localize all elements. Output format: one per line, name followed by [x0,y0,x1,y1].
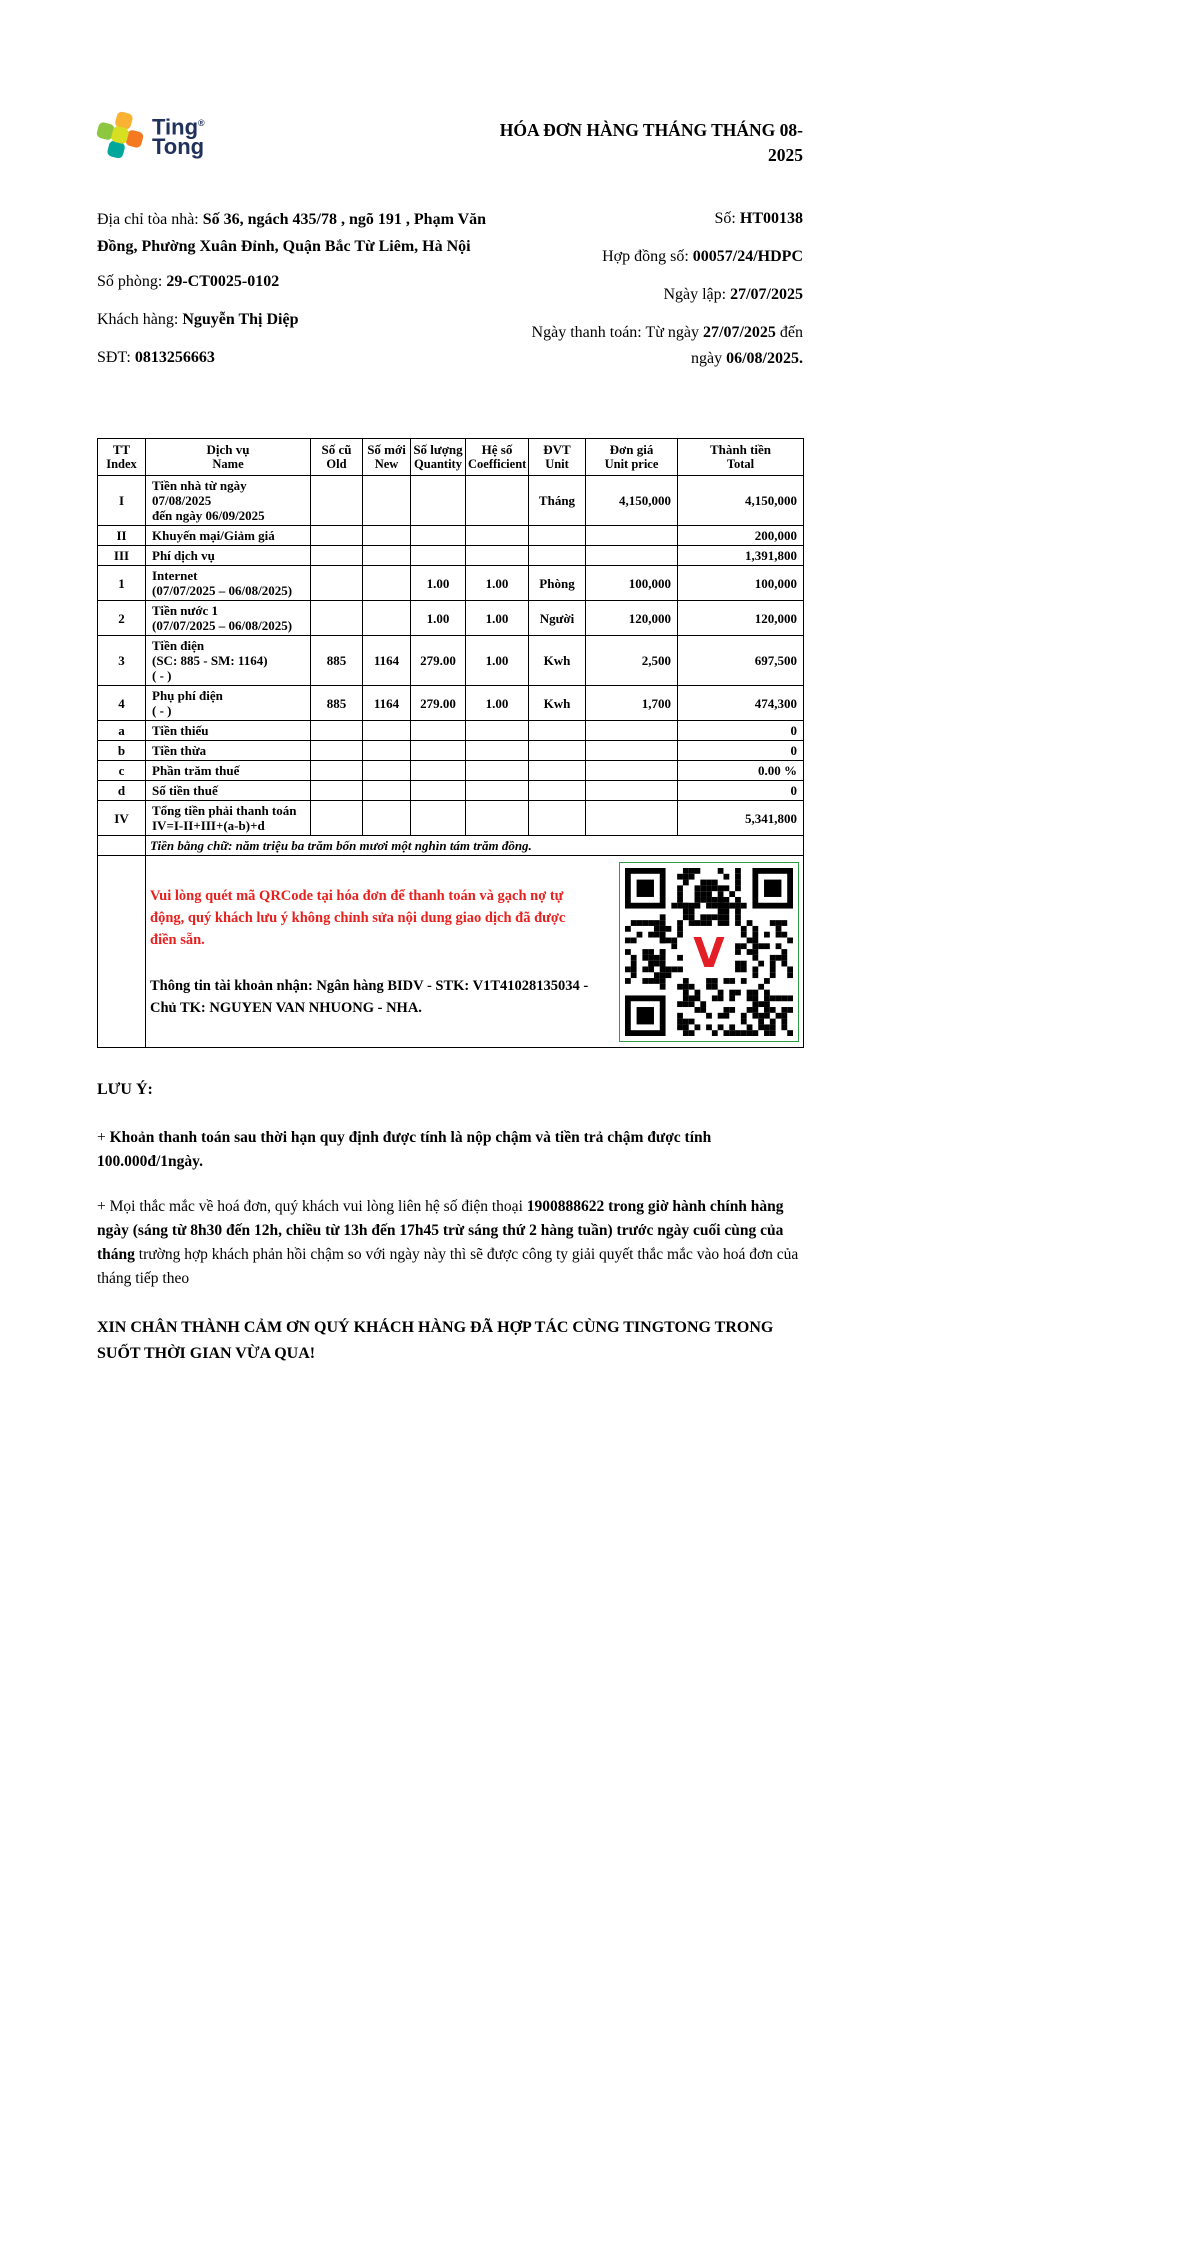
value-cell: 885 [311,636,363,686]
table-row-4 [98,686,804,721]
service-name-cell: Số tiền thuế [146,781,311,801]
payment-mid-label: đến ngày [691,324,803,367]
value-cell: d [98,781,146,801]
note2-deadline: trước ngày cuối cùng của tháng [97,1222,784,1263]
value-cell [586,781,678,801]
value-cell [363,476,411,526]
tingtong-flower-icon [92,107,148,163]
column-header-coefficient: Hệ số Coefficient [466,439,529,476]
column-header-unit-price: Đơn giá Unit price [586,439,678,476]
value-cell: 885 [311,686,363,721]
value-cell: 0 [678,781,804,801]
value-cell [466,761,529,781]
phone-value: 0813256663 [134,349,215,366]
value-cell: 120,000 [586,601,678,636]
table-header-row [98,439,804,476]
customer-info [97,206,521,384]
note2-hotline: 1900888622 trong giờ hành chính hàng ngày (sáng từ 8h30 đến 12h, chiều từ 13h đến 17h45 trừ sáng thứ 2 hàng tuần) [97,1198,784,1239]
value-cell [529,781,586,801]
value-cell: 0 [678,741,804,761]
building-address-line [97,206,521,260]
contract-value: 00057/24/HDPC [692,248,803,265]
column-header-name: Dịch vụ Name [146,439,311,476]
value-cell [529,741,586,761]
amount-in-words-row [98,836,804,856]
service-name-cell: Tiền điện (SC: 885 - SM: 1164) ( - ) [146,636,311,686]
value-cell [363,781,411,801]
value-cell [529,526,586,546]
value-cell [586,801,678,836]
value-cell: 1.00 [411,601,466,636]
qr-code [619,862,799,1042]
table-row-III [98,546,804,566]
value-cell: 1 [98,566,146,601]
value-cell [411,476,466,526]
value-cell: 279.00 [411,686,466,721]
value-cell [466,476,529,526]
value-cell: a [98,721,146,741]
value-cell [586,526,678,546]
customer-label: Khách hàng: [97,311,183,328]
table-row-IV [98,801,804,836]
amount-in-words-cell [146,836,804,856]
payment-from-value: 27/07/2025 [703,324,776,341]
invoice-content [97,0,803,1367]
service-name-cell: Tiền nước 1 (07/07/2025 – 06/08/2025) [146,601,311,636]
value-cell [466,721,529,741]
note2-part1: + Mọi thắc mắc về hoá đơn, quý khách vui lòng liên hệ số điện thoại [97,1198,527,1215]
room-value: 29-CT0025-0102 [166,273,280,290]
qr-warning-text: Vui lòng quét mã QRCode tại hóa đơn để thanh toán và gạch nợ tự động, quý khách lưu ý không chỉnh sửa nội dung giao dịch đã được điền sẵn. [150,887,566,948]
value-cell: 200,000 [678,526,804,546]
invoice-number-line [521,206,803,232]
value-cell: IV [98,801,146,836]
value-cell: c [98,761,146,781]
value-cell: Tháng [529,476,586,526]
thank-you-message: XIN CHÂN THÀNH CẢM ƠN QUÝ KHÁCH HÀNG ĐÃ HỢP TÁC CÙNG TINGTONG TRONG SUỐT THỜI GIAN VỪA QUA! [97,1319,774,1362]
value-cell: 100,000 [678,566,804,601]
value-cell [363,721,411,741]
invoice-table [97,438,804,1048]
amount-in-words-label: Tiền bằng chữ: [150,838,236,853]
service-name-cell: Tiền thiếu [146,721,311,741]
column-header-quantity: Số lượng Quantity [411,439,466,476]
value-cell: 474,300 [678,686,804,721]
contract-number-line [521,244,803,270]
value-cell: II [98,526,146,546]
invoice-meta [521,206,803,384]
value-cell [466,526,529,546]
account-holder-label: - Chủ TK: [150,977,589,1016]
value-cell [529,721,586,741]
value-cell: 4 [98,686,146,721]
value-cell [363,801,411,836]
invoice-number-value: HT00138 [739,210,803,227]
table-row-1 [98,566,804,601]
value-cell [363,546,411,566]
value-cell: 1,391,800 [678,546,804,566]
value-cell: III [98,546,146,566]
phone-label: SĐT: [97,349,135,366]
table-row-b [98,741,804,761]
table-row-c [98,761,804,781]
invoice-header [97,112,803,168]
table-row-I [98,476,804,526]
value-cell [311,741,363,761]
value-cell [311,721,363,741]
note1-text: Khoản thanh toán sau thời hạn quy định được tính là nộp chậm và tiền trả chậm được tính 100.000đ/1ngày. [97,1129,712,1170]
hotline-note [97,1195,803,1291]
value-cell [586,761,678,781]
value-cell [311,566,363,601]
value-cell [311,801,363,836]
value-cell: 0 [678,721,804,741]
bank-account-info [150,975,595,1019]
payment-label: Ngày thanh toán: Từ ngày [531,324,703,341]
column-header-old: Số cũ Old [311,439,363,476]
empty-cell [98,856,146,1048]
value-cell: 2 [98,601,146,636]
qr-code-svg [625,868,793,1036]
value-cell [586,741,678,761]
logo-word-tong: Tong [152,134,205,160]
service-name-cell: Phụ phí điện ( - ) [146,686,311,721]
value-cell: 100,000 [586,566,678,601]
room-label: Số phòng: [97,273,167,290]
value-cell: 0.00 % [678,761,804,781]
amount-in-words-value: năm triệu ba trăm bốn mươi một nghìn tám trăm đồng. [235,838,532,853]
notes-section [97,1078,803,1367]
registered-trademark-symbol: ® [198,117,205,128]
value-cell: 5,341,800 [678,801,804,836]
value-cell [586,721,678,741]
account-holder-name: NGUYEN VAN NHUONG - NHA. [209,999,422,1016]
value-cell [411,801,466,836]
account-info-label: Thông tin tài khoản nhận: Ngân hàng BIDV - STK: [150,977,473,994]
value-cell [363,741,411,761]
invoice-info [97,206,803,384]
value-cell: 3 [98,636,146,686]
value-cell [363,761,411,781]
issue-date-label: Ngày lập: [663,286,731,303]
value-cell [411,741,466,761]
value-cell: 1.00 [411,566,466,601]
value-cell [311,526,363,546]
service-name-cell: Phí dịch vụ [146,546,311,566]
invoice-title-line1: HÓA ĐƠN HÀNG THÁNG THÁNG 08- [499,120,803,140]
service-name-cell: Internet (07/07/2025 – 06/08/2025) [146,566,311,601]
column-header-unit: ĐVT Unit [529,439,586,476]
address-value: Số 36, ngách 435/78 , ngõ 191 , Phạm Văn Đồng, Phường Xuân Đỉnh, Quận Bắc Từ Liêm, Hà Nội [97,211,487,255]
value-cell [311,546,363,566]
value-cell: b [98,741,146,761]
contract-label: Hợp đồng số: [602,248,693,265]
qr-payment-row [98,856,804,1048]
value-cell: 4,150,000 [678,476,804,526]
value-cell [311,781,363,801]
column-header-index: TT Index [98,439,146,476]
issue-date-line [521,282,803,308]
qr-payment-cell [146,856,804,1048]
value-cell [529,801,586,836]
account-number: V1T41028135034 [472,977,580,994]
value-cell: 120,000 [678,601,804,636]
svg-text:V: V [693,928,725,977]
table-row-a [98,721,804,741]
column-header-new: Số mới New [363,439,411,476]
value-cell [411,526,466,546]
value-cell: Kwh [529,686,586,721]
value-cell [411,546,466,566]
note1-prefix: + [97,1129,110,1146]
empty-cell [98,836,146,856]
invoice-title-line2: 2025 [768,145,803,165]
table-row-3 [98,636,804,686]
value-cell [466,546,529,566]
value-cell: 2,500 [586,636,678,686]
value-cell: 1.00 [466,686,529,721]
service-name-cell: Tiền nhà từ ngày 07/08/2025 đến ngày 06/09/2025 [146,476,311,526]
service-name-cell: Phần trăm thuế [146,761,311,781]
value-cell [529,761,586,781]
column-header-total: Thành tiền Total [678,439,804,476]
service-name-cell: Tổng tiền phải thanh toán IV=I-II+III+(a-b)+d [146,801,311,836]
room-number-line [97,269,521,295]
value-cell: 1.00 [466,601,529,636]
value-cell [311,761,363,781]
invoice-title [483,118,803,168]
value-cell: 279.00 [411,636,466,686]
value-cell [363,601,411,636]
tingtong-logo-text [152,113,205,160]
value-cell: Người [529,601,586,636]
value-cell [363,526,411,546]
value-cell: 697,500 [678,636,804,686]
value-cell: Kwh [529,636,586,686]
payment-period-line [521,320,803,372]
invoice-table-body [98,476,804,1048]
issue-date-value: 27/07/2025 [730,286,803,303]
note2-part3: trường hợp khách phản hồi chậm so với ngày này thì sẽ được công ty giải quyết thắc mắc vào hoá đơn của tháng tiếp theo [97,1246,799,1287]
table-row-d [98,781,804,801]
table-row-II [98,526,804,546]
value-cell [411,781,466,801]
value-cell [411,761,466,781]
customer-value: Nguyễn Thị Diệp [182,311,299,328]
value-cell: 1164 [363,686,411,721]
value-cell [466,781,529,801]
value-cell [586,546,678,566]
notes-heading: LƯU Ý: [97,1081,153,1098]
value-cell [529,546,586,566]
customer-name-line [97,307,521,333]
address-label: Địa chỉ tòa nhà: [97,211,203,228]
value-cell [466,801,529,836]
value-cell [466,741,529,761]
value-cell [311,476,363,526]
logo-word-ting: Ting [152,114,199,140]
service-name-cell: Tiền thừa [146,741,311,761]
value-cell: Phòng [529,566,586,601]
tingtong-logo [97,112,205,158]
value-cell: 1,700 [586,686,678,721]
payment-to-value: 06/08/2025. [726,350,803,367]
value-cell [363,566,411,601]
table-row-2 [98,601,804,636]
payment-instructions [150,885,595,1019]
value-cell: I [98,476,146,526]
value-cell [311,601,363,636]
value-cell: 1164 [363,636,411,686]
service-name-cell: Khuyến mại/Giảm giá [146,526,311,546]
value-cell: 1.00 [466,636,529,686]
value-cell: 4,150,000 [586,476,678,526]
invoice-number-label: Số: [714,210,740,227]
value-cell [411,721,466,741]
value-cell: 1.00 [466,566,529,601]
late-payment-note [97,1126,803,1174]
phone-line [97,345,521,371]
